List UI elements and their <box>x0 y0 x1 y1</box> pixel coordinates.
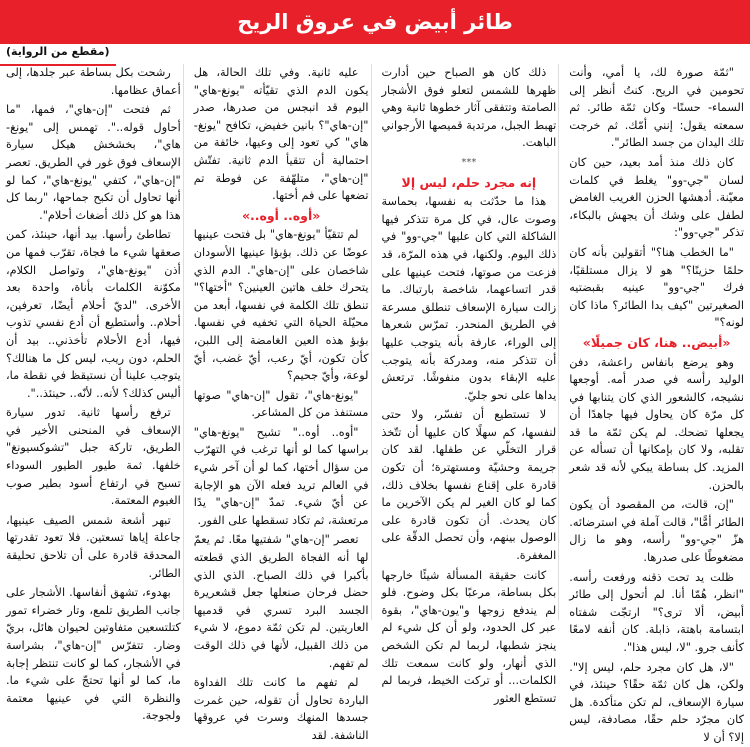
column-1 <box>567 64 746 744</box>
paragraph: عليه ثانية. وفي تلك الحالة، هل يكون الدم الذي تقيّأته "يونغ-هاي" اليوم قد انبجس من صدرها، صدر "إن-هاي"؟ بانين خفيض، تكافح "يونغ-هاي" كي تعود إلى وعيها، خائفة من احتمالية أن تتقيأ الدم ثانية. تفتّش "إن-هاي"، متلهّفة عن فوطة تم تضعها على فم أختها. <box>193 66 369 203</box>
paragraph: لا تستطيع أن تفسّر، ولا حتى لنفسها، كم سهلًا كان عليها أن تتّخذ قرار التخلّي عن طفلها. لقد كان جريمة وحشيّة ومستهترة؛ أن تكون قادرة على إقناع نفسها بخلاف ذلك، كما لو كان الغير لم يكن الآخرين ما كان يحدث. أن تكون قادرة على الوصول بينهم، وأن تحصل الدقّة على المغفرة. <box>381 408 557 563</box>
section-headline: «أبيض.. هنا، كان جميلًا» <box>582 334 731 350</box>
paragraph: "لا، هل كان مجرد حلم، ليس إلا". ولكن، هل كان ثمّة حقًا؟ حينئذ، في سيارة الإسعاف، لم تكن متأكدة. هل كان مجرّد حلم حقًا، مصادفة، ليس إلا؟ أن لا <box>569 660 744 744</box>
paragraph: ترفع رأسها ثانية. تدور سيارة الإسعاف في المنحنى الأخير في الطريق، تاركة جبل "تشوكسيونغ" خلفها. ثمة طيور الطيور السوداء تسبح في ارتفاع أسود بطير صوب الغيوم المعتمة. <box>6 406 181 508</box>
column-2 <box>380 64 560 705</box>
page-subtitle: (مقطع من الرواية) <box>0 44 116 66</box>
paragraph: "أوه.. أوه.." تشيح "يونغ-هاي" براسها كما لو أنها ترغب في التهرّب من سؤال أختها، كما لو أن آخر شيء في العالم تريد فعله الآن هو الإجابة عن أيّ شيء. تمدّ "إن-هاي" يدًا مرتعشة، ثم تكاد تسقطها على الفور. <box>193 425 369 527</box>
section-headline: «أوه.. أوه..» <box>241 207 321 223</box>
paragraph: تطاطئ رأسها. بيد أنها، حينئذ، كمن صعقها شيء ما فجاة، تقرّب فمها من أذن "يونغ-هاي"، وتواصل الكلام، مكوّنة الكلمات بأناة، واحدة بعد الأخرى. "لديّ أحلام أيضًا، تعرفين، أحلام.. وأستطيع أن أدع نفسي تذوب فيها، أدع الأحلام تأخذني.. بيد أن الحلم، دون ريب، ليس كل ما هنالك؟ يتوجب علينا أن نستيقظ في نقطة ما، أليس كذلك؟ لأنه.. لأنّه.. حينئذ..". <box>6 228 181 400</box>
paragraph: "إن، قالت، من المقصود أن يكون الطائر أمًّا"، قالت آملة في استرضائه. هزّ "جي-وو" رأسه، وهو ما زال مضغوطًا على صدرها. <box>569 498 744 565</box>
paragraph: رشحت بكل بساطة عبر جلدها، إلى أعماق عظامها. <box>6 66 181 97</box>
column-4 <box>4 64 184 723</box>
paragraph: بهدوء، تشهق أنفاسها. الأشجار على جانب الطريق تلمع، وتار خضراء تمور كتلتسعين متفاوتين لحيوان هائل، بريّ وضار. تتفرّس "إن-هاي"، بشراسة في الأشجار، كما لو كانت تنتظر إجابة ما، كما لو أنها تحتجّ على شيء ما. والنظرة التي في عينيها معتمة ولجوجة. <box>6 586 181 723</box>
paragraph: تعصر "إن-هاي" شفتيها معًا. ثم يعمّ لها أنه الفجاة الطريق الذي قطعته بأكبرا في ذلك الصباح. الذي الذي حضل فرحان صنعلها جعل قشعريرة الجسد البرد تسري في قدميها العاريتين. لم تكن ثمّة دموع، لا شيء من ذلك القبيل، لأنها في ذلك الوقت لم تفهم. <box>193 533 369 670</box>
paragraph: لم تفهم ما كانت تلك الفداوة الباردة تحاول أن تقوله، حين غمرت جسدها المنهك وسرت في عروقها الناشفة. لقد <box>193 676 369 742</box>
article-columns <box>4 64 746 744</box>
page-title: طائر أبيض في عروق الريح <box>237 10 513 34</box>
paragraph: وهو يرضع بانفاس راعشة، دفن الوليد رأسه في صدر أمه. أوجعها نشيجه، كالشعور الذي كان يتنابها في كل مرّة كان يحاول فيها جاهدًا أن يجعلها تضحك. لم يكن ثمّة ما قد تقلبه، ولا كان بإمكانها أن تسأله عن المزيد. كل بساطة يبكي لأنه قد شعر بالحزن. <box>569 355 744 492</box>
paragraph: ظلت يد تحت ذقنه ورفعت رأسه. "انظر، هُمّا أنا. لم أتحول إلى طائر أبيض، ألا ترى؟" ارتجّت شفتاه ابتسامة باهتة، ذابلة. كان أنفه لامعًا كأنف جرو. "لا، ليس هذا". <box>569 570 744 654</box>
paragraph: تبهر أشعة شمس الصيف عينيها، جاعلة إياها تسعتين. فلا تعود تقدرتها المحدقة قادرة على أن تلاحق تحليقة الطائر. <box>6 513 181 580</box>
section-divider: *** <box>461 156 477 168</box>
paragraph: "ما الخطب هنا؟" أتقولين بأنه كان حلمًا حزينًا؟" هو لا يزال مستلقيًا، فرك "جي-وو" عينيه بقبضتيه الصغيرتين "كيف بدا الطائر؟ ماذا كان لونه؟" <box>569 245 744 330</box>
paragraph: كانت حقيقة المسألة شيئًا خارجها بكل بساطة، مرعبًا بكل وضوح. فلو لم يندفع زوجها و"يون-هاي"، بقوة عبر كل الحدود، ولو أن كل شيء لم ينجز شطبها، لربما لم تكن الشخص الذي أنهار، ولو كانت سمعت تلك الكلمات... أو تركت الخيط، فربما لم تستطع العثور <box>381 568 557 705</box>
paragraph: لم تتقيّأ "يونغ-هاي" بل فتحت عينيها عوضًا عن ذلك. بؤبؤا عينيها الأسودان شاخصان على "إن-هاي". الدم الذي يتحرك خلف هاتين العينين؟ "أختها؟" تنطق تلك الكلمة في نفسها، أبعد من محيّلة الحياة التي تخفيه في نفسها. بؤبؤ هذه العين الغامضة إلى اللبن، كأن تكون، أيّ رعب، أيّ غضب، أيّ لوعة، وأيّ جحيم؟ <box>193 228 369 383</box>
paragraph: ثم فتحت "إن-هاي"، فمها، "ما أحاول قوله..". تهمس إلى "يونغ-هاي"، بخشخش هيكل سيارة الإسعاف فوق غور في الطريق. تعصر "إن-هاي"، كتفي "يونغ-هاي"، كما لو أنها تحاول أن تكبح جماحها، "ربما كل هذا هو كل ذلك أضغاث أحلام". <box>6 103 181 222</box>
paragraph: "يونغ-هاي"، تقول "إن-هاي" صوتها مستنفذ من كل المشاعر. <box>193 388 369 420</box>
paragraph: ذلك كان هو الصباح حين أدارت ظهرها للشمس لتعلو فوق الأشجار الصامتة وتتفقى آثار خطوها ثانية وهي تهبط الجبل، مرتدية قميصها الأرجواني الباهت. <box>381 66 557 150</box>
paragraph: كان ذلك منذ أمد بعيد، حين كان لسان "جي-وو" يغلط في كلمات معيّنة. أدهشها الحزن الغريب الغامض لطفل على وشك أن يجهش بالبكاء، تذكر "جي-وو": <box>569 155 744 240</box>
title-bar <box>0 0 750 44</box>
paragraph: "ثمّة صورة لك، يا أمي، وأنت تحومين في الريح. كنتُ أنظر إلى السماء- حسنًا- وكان ثمّة طائر. ثم سمعته يقول: إنني أمّك. ثم خرجت تلك اليدان من جسد الطائر". <box>569 66 744 150</box>
section-headline: إنه مجرد حلم، ليس إلا <box>401 174 537 190</box>
column-3 <box>192 64 372 742</box>
paragraph: هذا ما حدّثت به نفسها، بحماسة وصوت عال، في كل مرة تتذكر فيها الشاكلة التي كان عليها "جي-وو" في ذلك اليوم. ولكنها، في هذه المرّة، قد فزعت من صوتها، فتحت عينيها على قدر اتساعهما، شاخصة بارتباك. ما زالت سيارة الإسعاف تنطلق مسرعة في الطريق المنحدر. تمرّس شعرها إلى الوراء، عارفة بأنه يتوجب عليها أن تتذكر منه، ومدركة بأنه يتوجب عليه الإبقاء بدون منفوشًا. ترتعش يداها على نحو جليّ. <box>381 195 557 402</box>
